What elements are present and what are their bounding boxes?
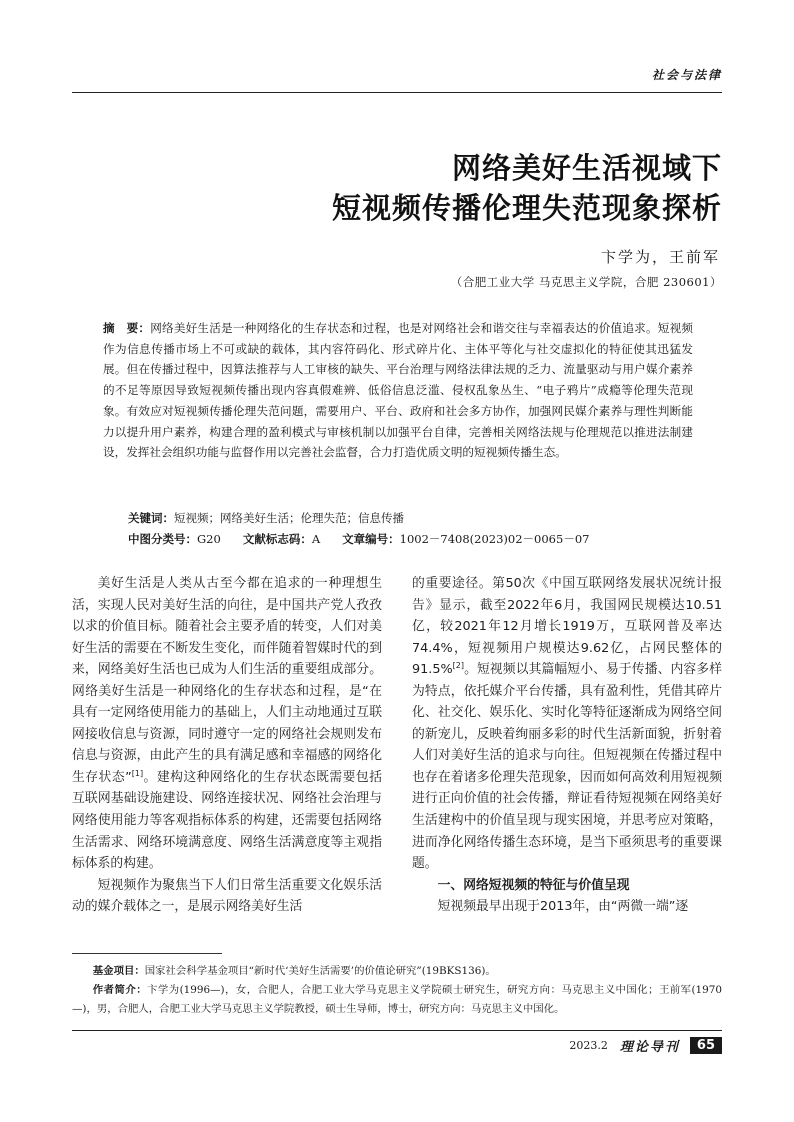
classification-line bbox=[128, 531, 589, 547]
issue-number: 2023.2 bbox=[569, 1039, 608, 1052]
keywords-text: 短视频；网络美好生活；伦理失范；信息传播 bbox=[174, 511, 404, 525]
citation-ref: [2] bbox=[452, 661, 464, 671]
body-paragraph: 短视频作为聚焦当下人们日常生活重要文化娱乐活动的媒介载体之一，是展示网络美好生活 bbox=[72, 877, 382, 915]
header-rule bbox=[72, 92, 722, 93]
body-paragraph: 短视频最早出现于2013年，由“两微一端”逐 bbox=[437, 899, 689, 915]
footnote-funding bbox=[72, 962, 722, 981]
abstract-label: 摘 要： bbox=[103, 321, 151, 335]
article-number-value: 1002－7408(2023)02－0065－07 bbox=[399, 532, 590, 546]
author-bio-label: 作者简介： bbox=[92, 984, 148, 996]
keywords-label: 关键词： bbox=[128, 511, 174, 525]
section-heading: 一、网络短视频的特征与价值呈现 bbox=[437, 877, 630, 893]
body-paragraph: 美好生活是人类从古至今都在追求的一种理想生活，实现人民对美好生活的向往，是中国共产党人孜孜以求的价值目标。随着社会主要矛盾的转变，人们对美好生活的需要在不断发生变化，而伴随着智媒时代的到来，网络美好生活也已成为人们生活的重要组成部分。网络美好生活是一种网络化的生存状态和过程，是“在具有一定网络使用能力的基础上，人们主动地通过互联网接收信息与资源，同时遵守一定的网络社会规则发布信息与资源，由此产生的具有满足感和幸福感的网络化生存状态”[1]。建构这种网络化的生存状态既需要包括互联网基础设施建设、网络连接状况、网络社会治理与网络使用能力等客观指标体系的构建，还需要包括网络生活需求、网络环境满意度、网络生活满意度等主观指标体系的构建。 bbox=[72, 576, 382, 872]
page-number: 65 bbox=[690, 1037, 722, 1054]
article-title-line-2: 短视频传播伦理失范现象探析 bbox=[331, 191, 722, 225]
footer-rule bbox=[72, 1030, 722, 1031]
clc-value: G20 bbox=[197, 532, 221, 546]
doc-code-value: A bbox=[311, 532, 321, 546]
abstract-text: 网络美好生活是一种网络化的生存状态和过程，也是对网络社会和谐交往与幸福表达的价值追求。短视频作为信息传播市场上不可或缺的载体，其内容符码化、形式碎片化、主体平等化与社交虚拟化的特征使其迅猛发展。但在传播过程中，因算法推荐与人工审核的缺失、平台治理与网络法律法规的乏力、流量驱动与用户媒介素养的不足等原因导致短视频传播出现内容真假难辨、低俗信息泛滥、侵权乱象丛生、“电子鸦片”成瘾等伦理失范现象。有效应对短视频传播伦理失范问题，需要用户、平台、政府和社会多方协作，加强网民媒介素养与理性判断能力以提升用户素养，构建合理的盈利模式与审核机制以加强平台自律，完善相关网络法规与伦理规范以推进法制建设，发挥社会组织功能与监督作用以完善社会监督，合力打造优质文明的短视频传播生态。 bbox=[103, 321, 693, 460]
author-names: 卞学为，王前军 bbox=[600, 248, 720, 266]
body-column-left bbox=[72, 573, 382, 918]
abstract bbox=[103, 318, 693, 463]
article-number-label: 文章编号： bbox=[342, 532, 400, 546]
citation-ref: [1] bbox=[131, 768, 144, 778]
doc-code-label: 文献标志码： bbox=[242, 532, 312, 546]
author-affiliation: （合肥工业大学 马克思主义学院，合肥 230601） bbox=[450, 275, 722, 289]
footnote-rule bbox=[72, 953, 222, 954]
article-title-line-1: 网络美好生活视域下 bbox=[451, 151, 722, 185]
author-bio-text: 卞学为(1996—)，女，合肥人，合肥工业大学马克思主义学院硕士研究生，研究方向：马克思主义中国化；王前军(1970—)，男，合肥人，合肥工业大学马克思主义学院教授，硕士生导师，博士，研究方向：马克思主义中国化。 bbox=[72, 984, 723, 1015]
funding-text: 国家社会科学基金项目“新时代‘美好生活需要’的价值论研究”(19BKS136)。 bbox=[144, 965, 496, 977]
body-column-right bbox=[412, 573, 722, 918]
footnote-author-bio bbox=[72, 981, 722, 1018]
body-paragraph: 的重要途径。第50次《中国互联网络发展状况统计报告》显示，截至2022年6月，我国网民规模达10.51亿，较2021年12月增长1919万，互联网普及率达74.4%，短视频用户规模达9.62亿，占网民整体的91.5%[2]。短视频以其篇幅短小、易于传播、内容多样为特点，依托媒介平台传播，具有盈利性，凭借其碎片化、社交化、娱乐化、实时化等特征逐渐成为网络空间的新宠儿，反映着绚丽多彩的时代生活新面貌，折射着人们对美好生活的追求与向往。但短视频在传播过程中也存在着诸多伦理失范现象，因而如何高效利用短视频进行正向价值的社会传播，辩证看待短视频在网络美好生活建构中的价值呈现与现实困境，并思考应对策略，进而净化网络传播生态环境，是当下亟须思考的重要课题。 bbox=[412, 576, 722, 872]
page-footer bbox=[569, 1036, 722, 1055]
section-tag: 社会与法律 bbox=[651, 68, 722, 82]
keywords bbox=[128, 510, 404, 526]
journal-name: 理论导刊 bbox=[619, 1040, 680, 1055]
funding-label: 基金项目： bbox=[92, 965, 145, 977]
clc-label: 中图分类号： bbox=[128, 532, 197, 546]
